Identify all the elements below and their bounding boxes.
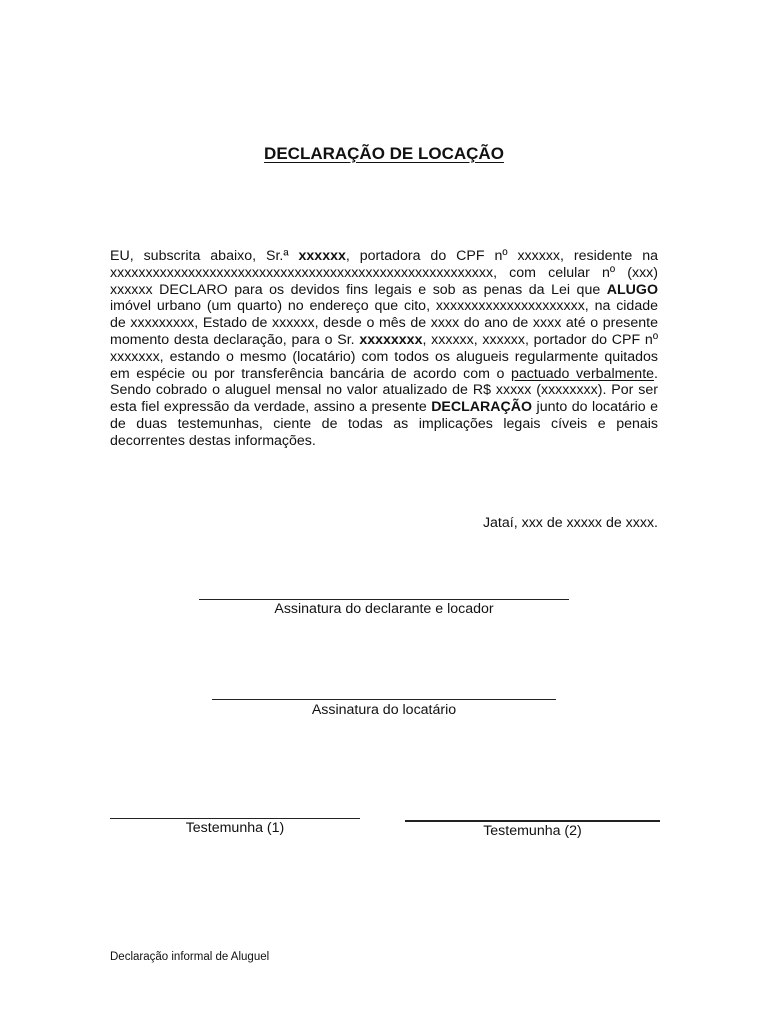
paragraph-text-1: EU, subscrita abaixo, Sr.ª (110, 248, 299, 264)
paragraph-text-3: imóvel urbano (um quarto) no endereço que cito, xxxxxxxxxxxxxxxxxxxxx, na cidade de xxxxxxxxx, Estado de xxxxxx, desde o mês de xxxx do ano de xxxx até o presente momento desta declaração, para o Sr. (110, 298, 658, 348)
landlord-name: xxxxxx (298, 248, 346, 264)
paragraph-text-4: , xxxxxx, xxxxxx, portador do CPF nº xxxxxxx, estando o mesmo (locatário) com todos os alugueis regularmente quitados em espécie ou por transferência bancária de acordo com o (110, 331, 658, 382)
page-footer: Declaração informal de Aluguel (110, 951, 270, 963)
document-title-text: DECLARAÇÃO DE LOCAÇÃO (264, 144, 504, 163)
alugo-emphasis: ALUGO (606, 281, 658, 298)
declaration-paragraph (110, 248, 658, 450)
pactuado-underline: pactuado verbalmente (511, 365, 655, 382)
date-line: Jataí, xxx de xxxxx de xxxx. (482, 515, 658, 531)
tenant-name: xxxxxxxx (359, 331, 423, 348)
witness2-signature-line (405, 820, 660, 822)
tenant-signature-label: Assinatura do locatário (311, 702, 457, 718)
paragraph-text-2: , portadora do CPF nº xxxxxx, residente na xxxxxxxxxxxxxxxxxxxxxxxxxxxxxxxxxxxxxxxxxxxxxxxxxxxxxx, com celular nº (xxx) xxxxxx DECLARO para os devidos fins legais e sob as penas da Lei que (110, 248, 658, 298)
document-title (0, 144, 768, 164)
tenant-signature-line (212, 699, 556, 700)
paragraph-text-5: . Sendo cobrado o aluguel mensal no valor atualizado de R$ xxxxx (xxxxxxxx). Por ser esta fiel expressão da verdade, assino a presente (110, 365, 658, 416)
declarant-signature-line (199, 599, 569, 600)
witness2-signature-label: Testemunha (2) (483, 823, 582, 839)
witness1-signature-label: Testemunha (1) (185, 820, 285, 836)
paragraph-text-6: junto do locatário e de duas testemunhas, ciente de todas as implicações legais cíveis e penais decorrentes destas informações. (110, 399, 658, 449)
witness1-signature-line (110, 818, 360, 819)
declarant-signature-label: Assinatura do declarante e locador (274, 601, 494, 617)
declaracao-emphasis: DECLARAÇÃO (431, 399, 533, 416)
